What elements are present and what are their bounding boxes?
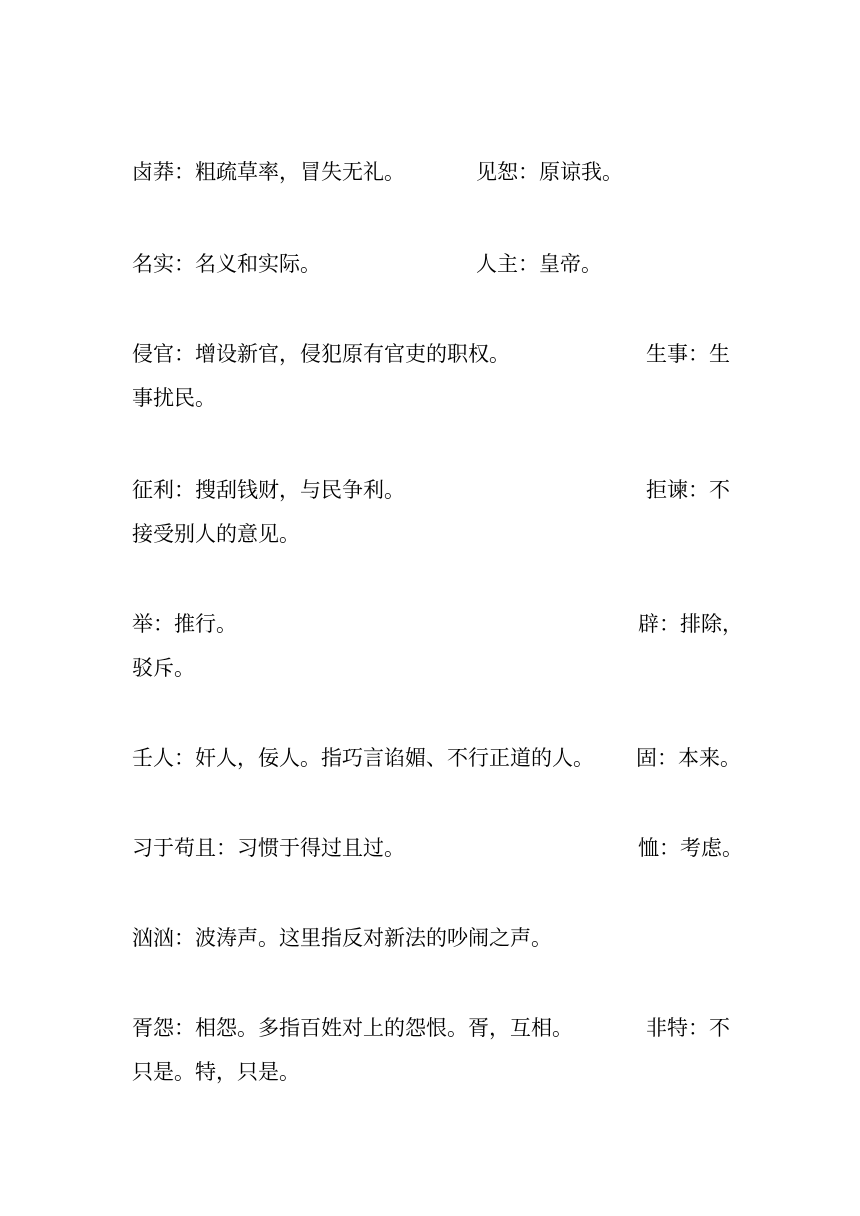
gloss-jianshu: 见恕：原谅我。 (476, 160, 623, 184)
gloss-xiongxiong: 汹汹：波涛声。这里指反对新法的吵闹之声。 (132, 926, 552, 950)
gloss-zhengli: 征利：搜刮钱财，与民争利。 (132, 478, 405, 502)
gloss-ju: 举：推行。 (132, 612, 237, 636)
gloss-xuyuan: 胥怨：相怨。多指百姓对上的怨恨。胥，互相。 (132, 1016, 573, 1040)
gloss-xiyugouqie: 习于苟且：习惯于得过且过。 (132, 836, 405, 860)
gloss-xu: 恤：考虑。 (638, 836, 743, 860)
gloss-feite: 非特：不 (646, 1016, 730, 1040)
gloss-feite-continued: 只是。特，只是。 (132, 1060, 300, 1084)
gloss-renren: 壬人：奸人，佞人。指巧言谄媚、不行正道的人。 (132, 746, 594, 770)
gloss-jujian: 拒谏：不 (646, 478, 730, 502)
gloss-jujian-continued: 接受别人的意见。 (132, 522, 300, 546)
gloss-gu: 固：本来。 (636, 746, 741, 770)
gloss-qinguan: 侵官：增设新官，侵犯原有官吏的职权。 (132, 342, 510, 366)
gloss-shengshi: 生事：生 (646, 342, 730, 366)
gloss-renzhu: 人主：皇帝。 (476, 252, 602, 276)
gloss-shengshi-continued: 事扰民。 (132, 386, 216, 410)
gloss-pi-continued: 驳斥。 (132, 656, 195, 680)
gloss-luman: 卤莽：粗疏草率，冒失无礼。 (132, 160, 405, 184)
gloss-pi: 辟：排除， (638, 612, 743, 636)
gloss-mingshi: 名实：名义和实际。 (132, 252, 321, 276)
